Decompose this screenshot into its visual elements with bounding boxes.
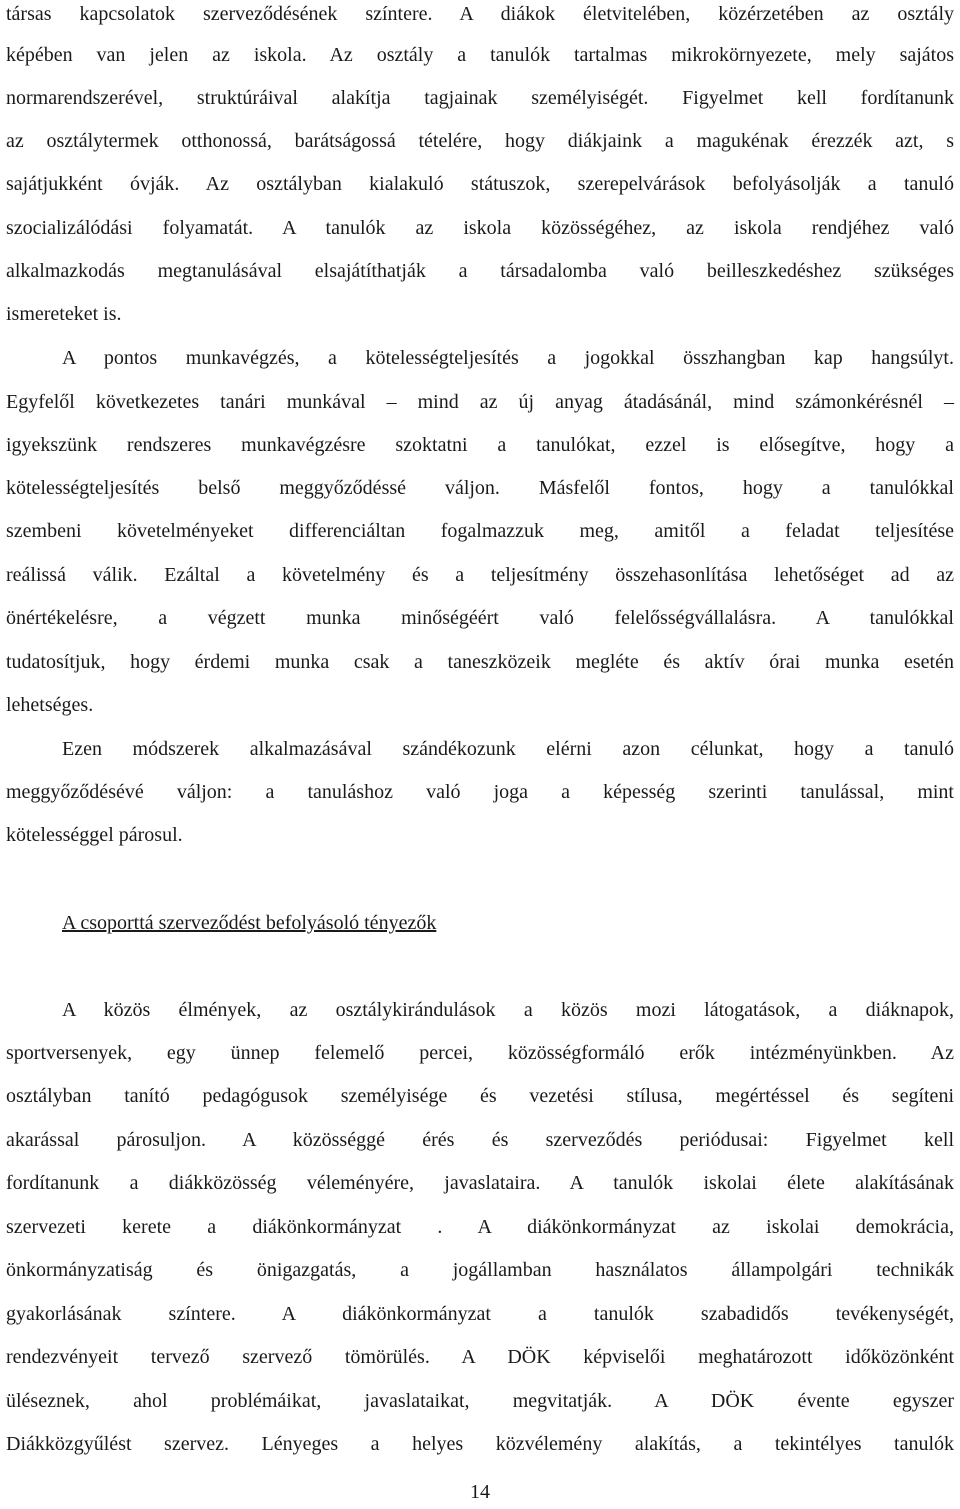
- text-line: akarással párosuljon. A közösséggé érés és szerveződés periódusai: Figyelmet kell: [6, 1129, 954, 1151]
- text-line: szocializálódási folyamatát. A tanulók az iskola közösségéhez, az iskola rendjéhez való: [6, 217, 954, 239]
- text-line: szembeni követelményeket differenciáltan fogalmazzuk meg, amitől a feladat teljesítése: [6, 520, 954, 542]
- text-line: osztályban tanító pedagógusok személyisége és vezetési stílusa, megértéssel és segíteni: [6, 1085, 954, 1107]
- text-line: képében van jelen az iskola. Az osztály a tanulók tartalmas mikrokörnyezete, mely sajátos: [6, 44, 954, 66]
- page-number: 14: [470, 1481, 490, 1503]
- text-line: üléseznek, ahol problémáikat, javaslataikat, megvitatják. A DÖK évente egyszer: [6, 1390, 954, 1412]
- text-line: kötelességgel párosul.: [6, 824, 183, 846]
- text-line: gyakorlásának színtere. A diákönkormányzat a tanulók szabadidős tevékenységét,: [6, 1303, 954, 1325]
- text-line: reálissá válik. Ezáltal a követelmény és a teljesítmény összehasonlítása lehetőséget ad az: [6, 564, 954, 586]
- text-line: sajátjukként óvják. Az osztályban kialakuló státuszok, szerepelvárások befolyásolják a tanuló: [6, 173, 954, 195]
- text-line: tudatosítjuk, hogy érdemi munka csak a taneszközeik megléte és aktív órai munka esetén: [6, 651, 954, 673]
- text-line: Egyfelől következetes tanári munkával – mind az új anyag átadásánál, mind számonkérésnél –: [6, 391, 954, 413]
- text-line: meggyőződésévé váljon: a tanuláshoz való joga a képesség szerinti tanulással, mint: [6, 781, 954, 803]
- text-line: lehetséges.: [6, 694, 94, 716]
- text-line: igyekszünk rendszeres munkavégzésre szoktatni a tanulókat, ezzel is elősegítve, hogy a: [6, 434, 954, 456]
- text-line: önkormányzatiság és önigazgatás, a jogállamban használatos állampolgári technikák: [6, 1259, 954, 1281]
- text-line: Diákközgyűlést szervez. Lényeges a helyes közvélemény alakítás, a tekintélyes tanulók: [6, 1433, 954, 1455]
- section-heading: A csoporttá szerveződést befolyásoló tényezők: [62, 912, 437, 934]
- text-line: ismereteket is.: [6, 303, 122, 325]
- text-line: sportversenyek, egy ünnep felemelő percei, közösségformáló erők intézményünkben. Az: [6, 1042, 954, 1064]
- text-line: Ezen módszerek alkalmazásával szándékozunk elérni azon célunkat, hogy a tanuló: [62, 738, 954, 760]
- text-line: A pontos munkavégzés, a kötelességteljesítés a jogokkal összhangban kap hangsúlyt.: [62, 347, 954, 369]
- text-line: A közös élmények, az osztálykirándulások a közös mozi látogatások, a diáknapok,: [62, 999, 954, 1021]
- text-line: normarendszerével, struktúráival alakítja tagjainak személyiségét. Figyelmet kell fordítanunk: [6, 87, 954, 109]
- text-line: az osztálytermek otthonossá, barátságossá tételére, hogy diákjaink a magukénak érezzék azt, s: [6, 130, 954, 152]
- text-line: rendezvényeit tervező szervező tömörülés. A DÖK képviselői meghatározott időközönként: [6, 1346, 954, 1368]
- text-line: társas kapcsolatok szerveződésének színtere. A diákok életvitelében, közérzetében az osztály: [6, 3, 954, 25]
- text-line: fordítanunk a diákközösség véleményére, javaslataira. A tanulók iskolai élete alakításának: [6, 1172, 954, 1194]
- text-line: alkalmazkodás megtanulásával elsajátíthatják a társadalomba való beilleszkedéshez szükséges: [6, 260, 954, 282]
- text-line: szervezeti kerete a diákönkormányzat . A diákönkormányzat az iskolai demokrácia,: [6, 1216, 954, 1238]
- text-line: önértékelésre, a végzett munka minőségéért való felelősségvállalásra. A tanulókkal: [6, 607, 954, 629]
- text-line: kötelességteljesítés belső meggyőződéssé váljon. Másfelől fontos, hogy a tanulókkal: [6, 477, 954, 499]
